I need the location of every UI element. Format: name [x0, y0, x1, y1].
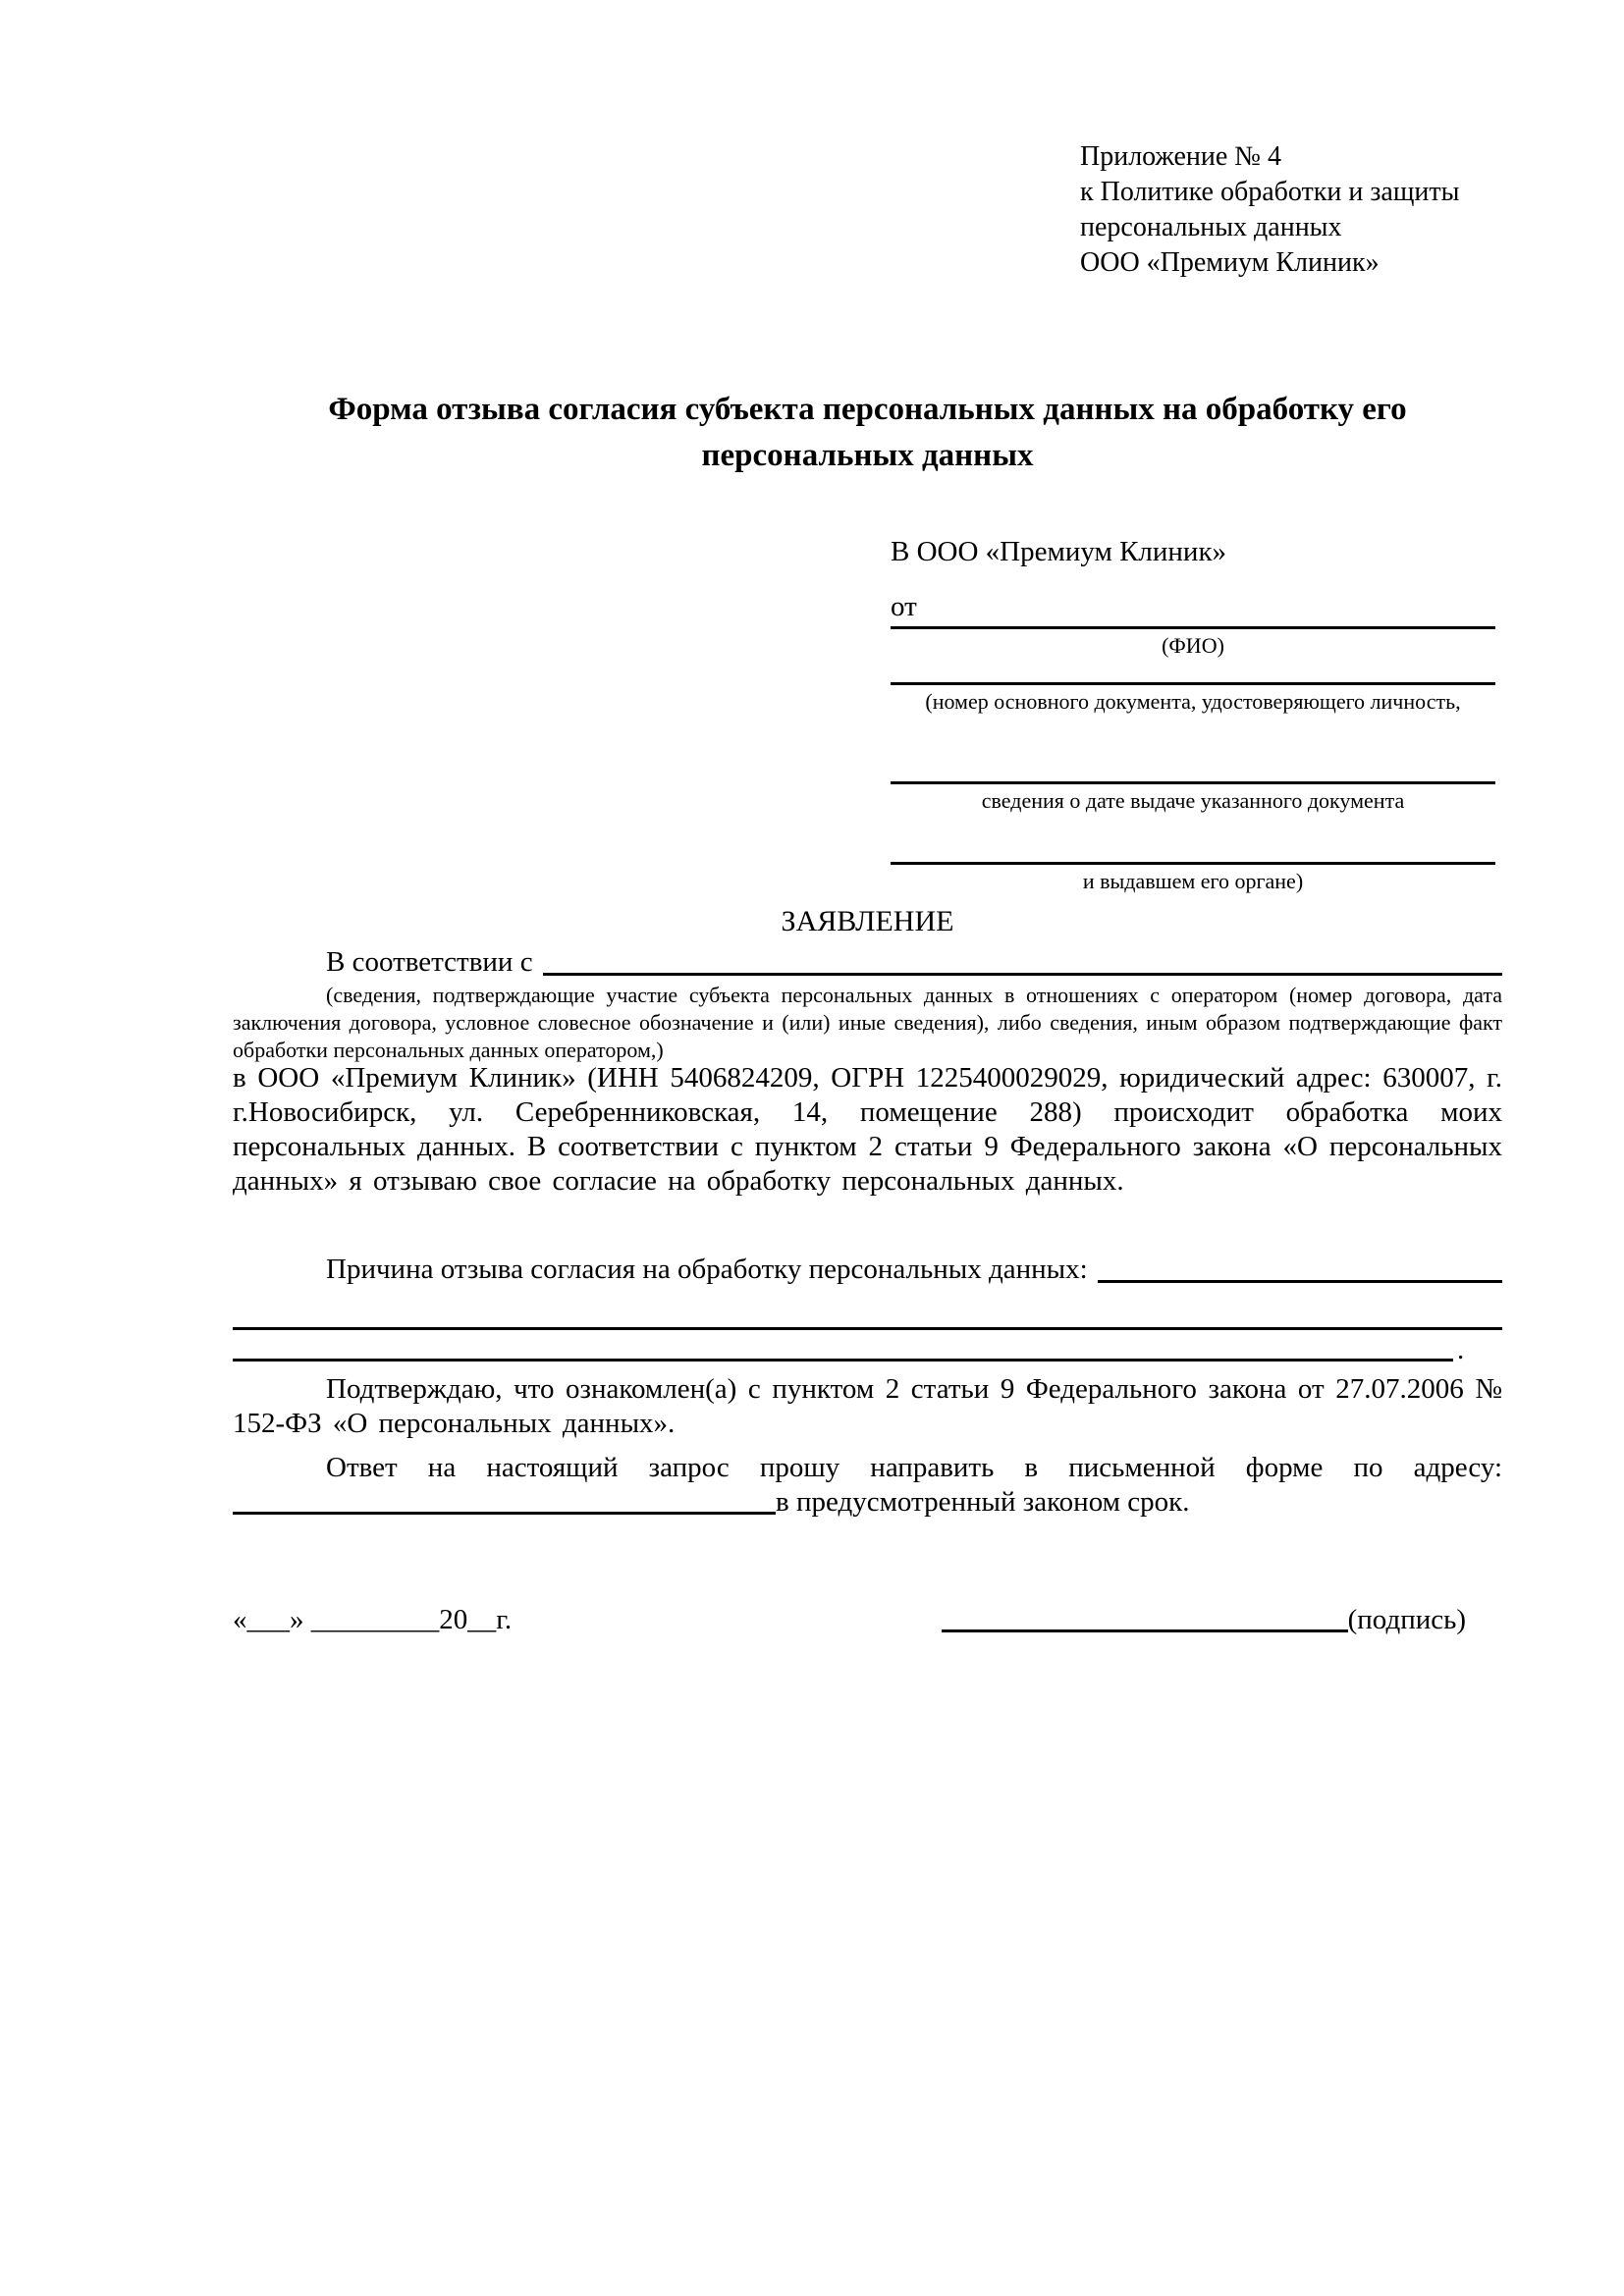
reply-paragraph — [233, 1451, 1502, 1520]
reason-blank-line-3 — [233, 1333, 1502, 1367]
appendix-line-3: персональных данных — [1080, 212, 1342, 242]
form-title: Форма отзыва согласия субъекта персональных данных на обработку его персональных данных — [328, 392, 1407, 473]
addressee-to: В ООО «Премиум Клиник» — [891, 536, 1227, 567]
signature-blank-line — [942, 1629, 1348, 1632]
appendix-line-2: к Политике обработки и защиты — [1080, 177, 1460, 207]
issue-date-blank-line — [891, 781, 1495, 784]
addressee-from: от — [891, 591, 917, 622]
addressee-block — [891, 535, 1495, 908]
statement-heading: ЗАЯВЛЕНИЕ — [781, 905, 954, 937]
issue-date-caption: сведения о дате выдаче указанного документа — [981, 788, 1405, 813]
basis-blank-line — [543, 945, 1502, 976]
reason-blank-line-1 — [1098, 1253, 1502, 1283]
reason-blank-line-2 — [233, 1327, 1502, 1330]
reply-request: Ответ на настоящий запрос прошу направить в письменной форме по адресу: — [326, 1452, 1502, 1483]
document-number-caption: (номер основного документа, удостоверяющего личность, — [925, 689, 1461, 714]
reply-address-line — [233, 1485, 1502, 1520]
basis-prefix: В соответствии с — [326, 946, 533, 978]
reason-line — [233, 1253, 1502, 1287]
confirmation-paragraph: Подтверждаю, что ознакомлен(а) с пунктом 2 статьи 9 Федерального закона от 27.07.2006 № 152-ФЗ «О персональных данных». — [233, 1373, 1502, 1439]
date-blank: «___» _________20__г. — [233, 1604, 513, 1635]
reason-label: Причина отзыва согласия на обработку персональных данных: — [326, 1254, 1088, 1285]
issuing-authority-caption: и выдавшем его органе) — [1082, 869, 1304, 893]
basis-footnote: (сведения, подтверждающие участие субъекта персональных данных в отношениях с оператором (номер договора, дата заключения договора, условное словесное обозначение и (или) иные сведения), либо сведения, иным образом подтверждающие факт обработки персональных данных оператором,) — [233, 983, 1502, 1062]
basis-line — [233, 945, 1502, 980]
signature-group — [942, 1603, 1502, 1637]
document-number-blank-line — [891, 682, 1495, 685]
sentence-period: . — [1457, 1334, 1465, 1365]
appendix-block — [1080, 139, 1459, 281]
issuing-authority-blank-line — [891, 862, 1495, 865]
statement-body: в ООО «Премиум Клиник» (ИНН 5406824209, ОГРН 1225400029029, юридический адрес: 630007, г. г.Новосибирск, ул. Серебренниковская, 14, помещение 288) происходит обработка моих персональных данных. В соответствии с пунктом 2 статьи 9 Федерального закона «О персональных данных» я отзываю свое согласие на обработку персональных данных. — [233, 1062, 1502, 1197]
reason-blank-line-3-rule — [233, 1333, 1453, 1362]
signature-caption: (подпись) — [1347, 1604, 1466, 1635]
address-blank-line — [233, 1485, 776, 1515]
fio-blank-line — [891, 626, 1495, 629]
reply-tail: в предусмотренный законом срок. — [776, 1486, 1190, 1518]
appendix-line-4: ООО «Премиум Клиник» — [1080, 247, 1380, 278]
date-signature-row — [233, 1603, 1502, 1637]
appendix-line-1: Приложение № 4 — [1080, 141, 1281, 172]
fio-caption: (ФИО) — [1162, 633, 1224, 658]
